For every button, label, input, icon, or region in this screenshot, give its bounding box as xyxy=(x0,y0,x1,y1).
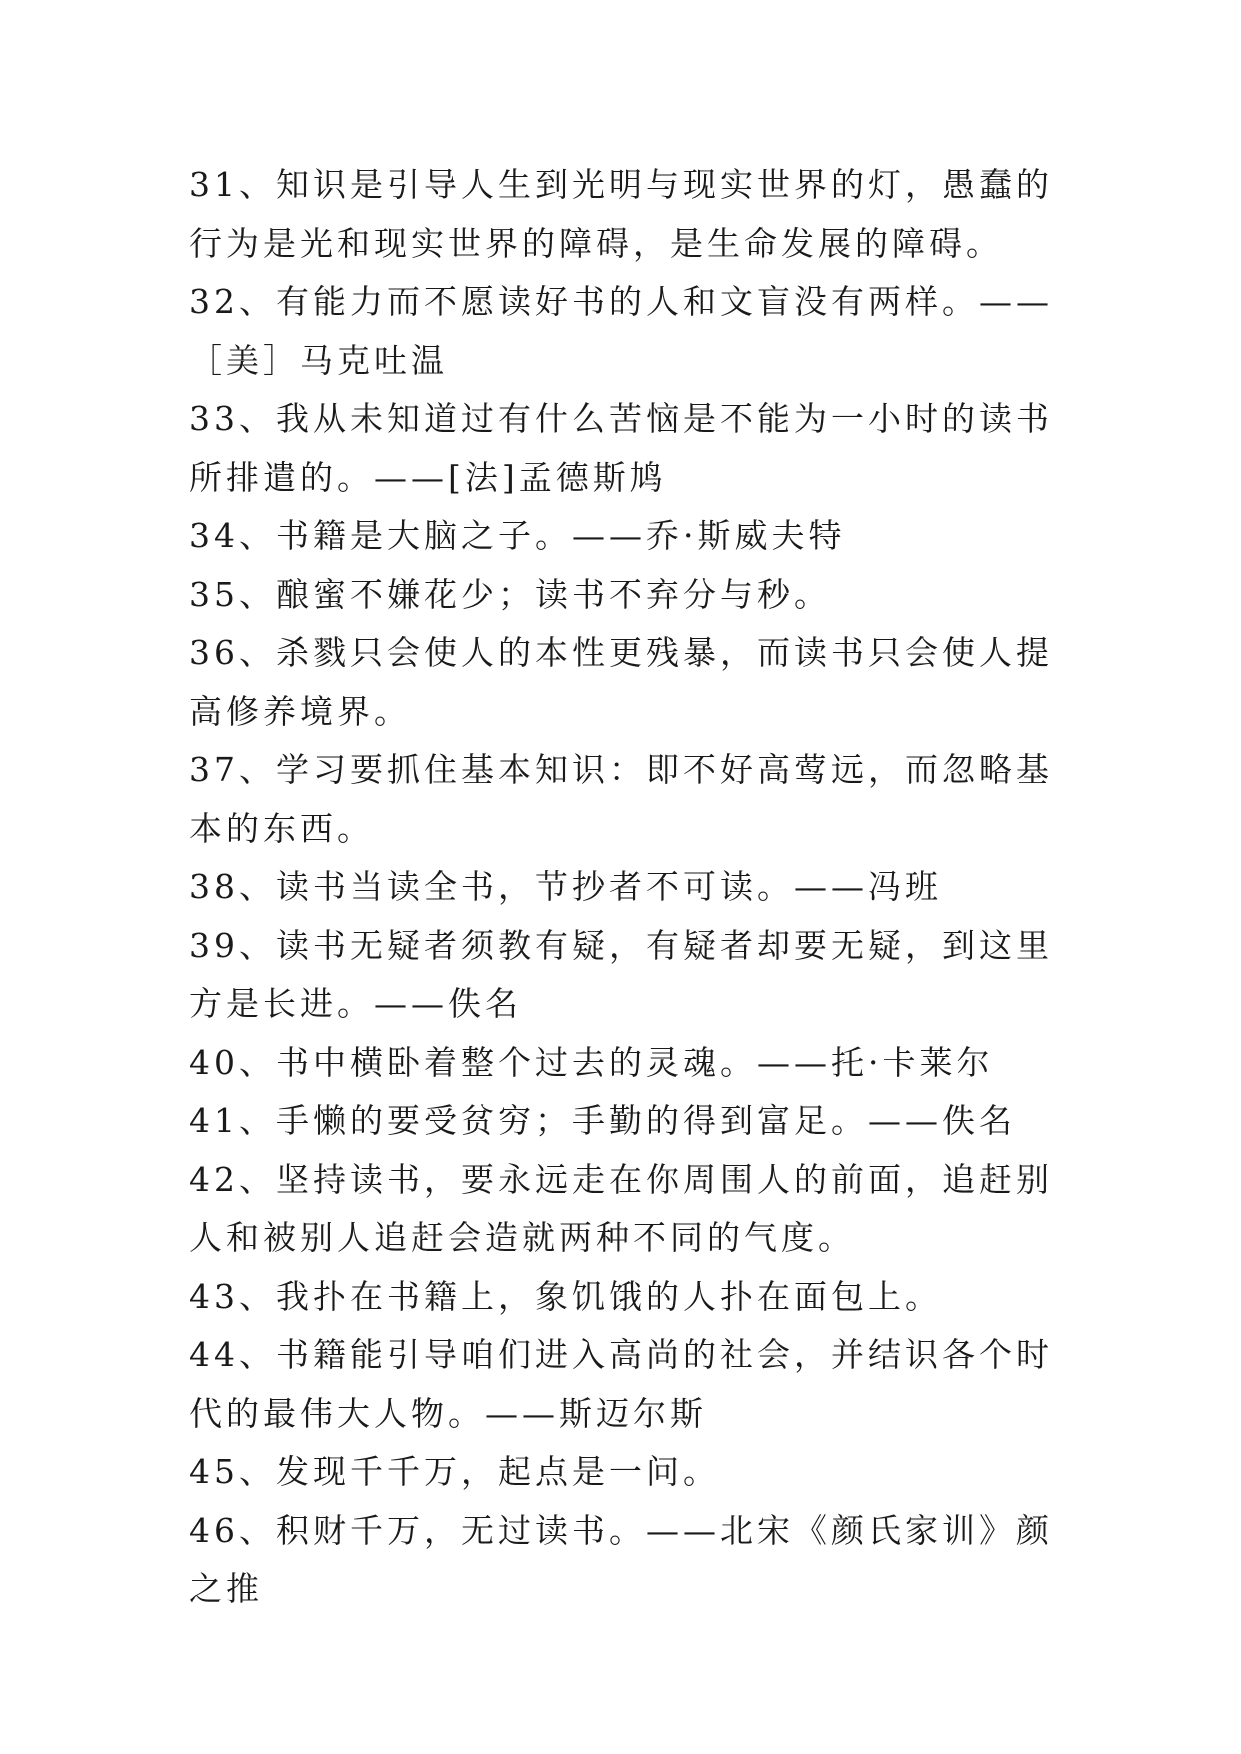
quote-37: 37、学习要抓住基本知识：即不好高莺远，而忽略基本的东西。 xyxy=(189,750,1053,848)
quote-42: 42、坚持读书，要永远走在你周围人的前面，追赶别人和被别人追赶会造就两种不同的气度。 xyxy=(189,1159,1053,1257)
quote-44: 44、书籍能引导咱们进入高尚的社会，并结识各个时代的最伟大人物。——斯迈尔斯 xyxy=(189,1335,1053,1433)
quote-34: 34、书籍是大脑之子。——乔·斯威夫特 xyxy=(189,516,846,555)
quote-40: 40、书中横卧着整个过去的灵魂。——托·卡莱尔 xyxy=(189,1042,994,1082)
quote-39: 39、读书无疑者须教有疑，有疑者却要无疑，到这里方是长进。——佚名 xyxy=(189,925,1053,1023)
quote-36: 36、杀戮只会使人的本性更残暴，而读书只会使人提高修养境界。 xyxy=(189,633,1053,731)
quote-list xyxy=(189,156,1069,1619)
quote-33: 33、我从未知道过有什么苦恼是不能为一小时的读书所排遣的。——[法]孟德斯鸠 xyxy=(189,399,1053,497)
quote-35: 35、酿蜜不嫌花少；读书不弃分与秒。 xyxy=(189,574,831,614)
quote-43: 43、我扑在书籍上，象饥饿的人扑在面包上。 xyxy=(189,1276,942,1316)
quote-41: 41、手懒的要受贫穷；手勤的得到富足。——佚名 xyxy=(189,1101,1016,1140)
quote-31: 31、知识是引导人生到光明与现实世界的灯，愚蠢的行为是光和现实世界的障碍，是生命发展的障碍。 xyxy=(189,165,1053,263)
quote-38: 38、读书当读全书，节抄者不可读。——冯班 xyxy=(189,867,942,906)
quote-32: 32、有能力而不愿读好书的人和文盲没有两样。—— ［美］马克吐温 xyxy=(189,282,1053,380)
quote-45: 45、发现千千万，起点是一问。 xyxy=(189,1452,720,1491)
quote-46: 46、积财千万，无过读书。——北宋《颜氏家训》颜之推 xyxy=(189,1510,1053,1608)
